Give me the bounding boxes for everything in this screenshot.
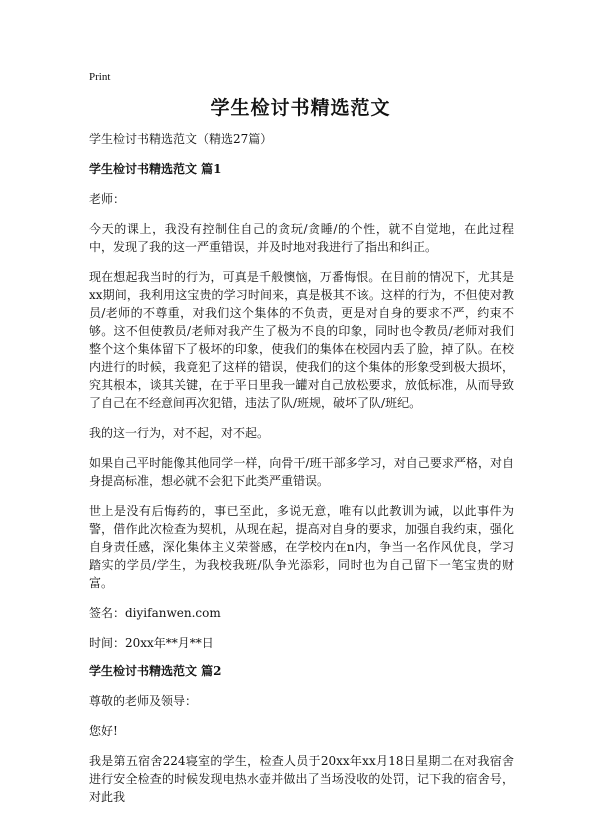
- section-heading: 学生检讨书精选范文 篇2: [89, 664, 222, 678]
- salutation: 尊敬的老师及领导：: [89, 694, 198, 708]
- page-title: 学生检讨书精选范文: [210, 97, 391, 119]
- print-label[interactable]: Print: [89, 71, 111, 83]
- paragraph: 世上是没有后悔药的，事已至此，多说无意，唯有以此教训为诫，以此事件为警，借作此次检查为契机，从现在起，提高对自身的要求，加强自我约束，强化自身责任感，深化集体主义荣誉感，在学校内在n内，争当一名作风优良，学习踏实的学员/学生，为我校我班/队争光添彩，同时也为自己留下一笔宝贵的财富。: [89, 504, 514, 590]
- paragraph: 现在想起我当时的行为，可真是千般懊恼，万番悔恨。在目前的情况下，尤其是xx期间，我利用这宝贵的学习时间来，真是极其不该。这样的行为，不但使对教员/老师的不尊重，对我们这个集体的不负责，更是对自身的要求不严，约束不够。这不但使教员/老师对我产生了极为不良的印象，同时也令教员/老师对我们整个这个集体留下了极坏的印象，使我们的集体在校园内丢了脸，掉了队。在校内进行的时候，我竟犯了这样的错误，使我们的这个集体的形象受到极大损坏，究其根本，谈其关键，在于平日里我一罐对自己放松要求，放低标准，从而导致了自己在不经意间再次犯错，违法了队/班规，破坏了队/班纪。: [89, 270, 514, 410]
- paragraph: 今天的课上，我没有控制住自己的贪玩/贪睡/的个性，就不自觉地，在此过程中，发现了我的这一严重错误，并及时地对我进行了指出和纠正。: [89, 222, 514, 254]
- document-body: [89, 132, 514, 818]
- paragraph: 我是第五宿舍224寝室的学生，检查人员于20xx年xx月18日星期二在对我宿舍进行安全检查的时候发现电热水壶并做出了当场没收的处罚，记下我的宿舍号，对此我: [89, 754, 514, 804]
- date-line: 时间：20xx年**月**日: [89, 636, 214, 650]
- greeting: 您好!: [89, 724, 118, 738]
- paragraph: 我的这一行为，对不起，对不起。: [89, 426, 270, 440]
- document-subtitle: 学生检讨书精选范文（精选27篇）: [89, 132, 273, 146]
- section-2: [89, 664, 514, 806]
- paragraph: 如果自己平时能像其他同学一样，向骨干/班干部多学习，对自己要求严格，对自身提高标准，想必就不会犯下此类严重错误。: [89, 456, 514, 488]
- salutation: 老师：: [89, 192, 126, 206]
- section-1: [89, 162, 514, 652]
- signature-line: 签名：diyifanwen.com: [89, 606, 221, 620]
- section-heading: 学生检讨书精选范文 篇1: [89, 162, 222, 176]
